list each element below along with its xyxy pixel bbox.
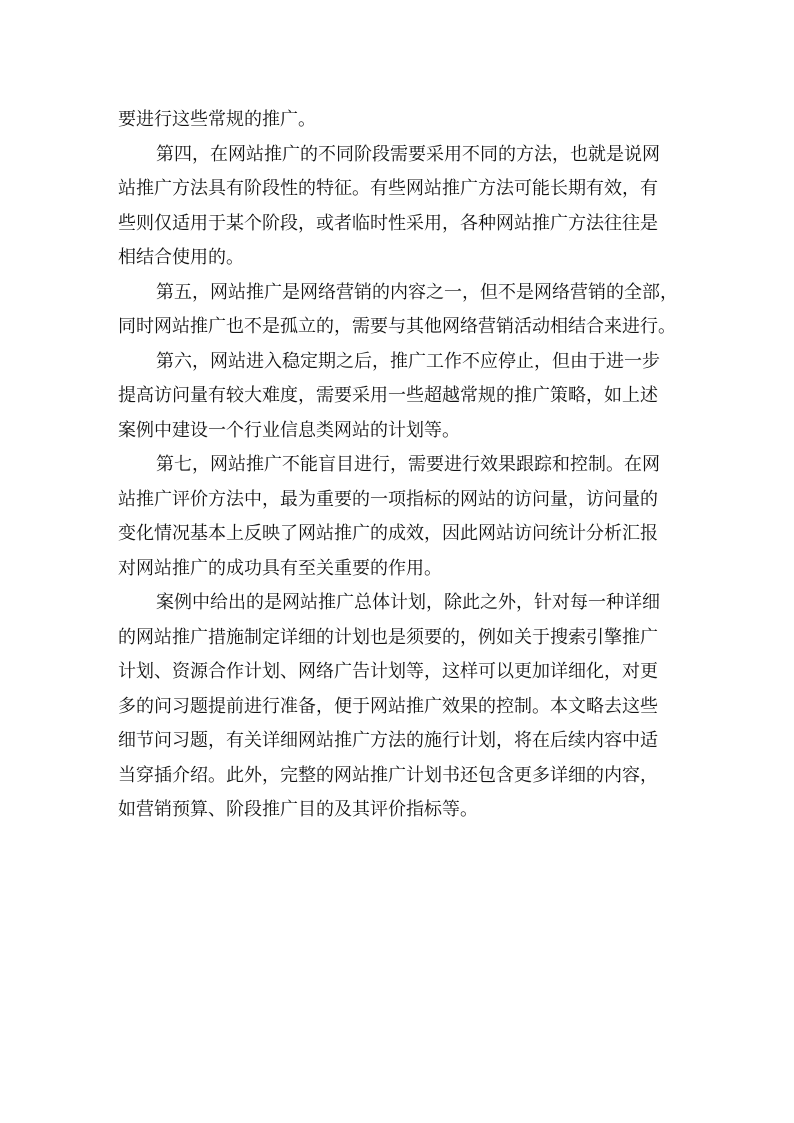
text-line: 第七，网站推广不能盲目进行，需要进行效果跟踪和控制。在网 (156, 454, 660, 475)
text-line: 站推广方法具有阶段性的特征。有些网站推广方法可能长期有效，有 (118, 178, 658, 199)
paragraph-3 (118, 276, 678, 345)
paragraph-1 (118, 103, 678, 138)
text-line: 当穿插介绍。此外，完整的网站推广计划书还包含更多详细的内容， (118, 764, 658, 786)
text-line: 变化情况基本上反映了网站推广的成效，因此网站访问统计分析汇报 (118, 523, 658, 544)
text-line: 同时网站推广也不是孤立的，需要与其他网络营销活动相结合来进行。 (118, 316, 676, 337)
text-line: 案例中给出的是网站推广总体计划，除此之外，针对每一种详细 (156, 592, 660, 613)
text-line: 多的问习题提前进行准备，便于网站推广效果的控制。本文略去这些 (118, 695, 658, 717)
text-line: 第六，网站进入稳定期之后，推广工作不应停止，但由于进一步 (156, 350, 660, 372)
text-line: 对网站推广的成功具有至关重要的作用。 (118, 557, 442, 579)
body-text (118, 103, 678, 828)
text-line: 相结合使用的。 (118, 247, 244, 268)
text-line: 要进行这些常规的推广。 (118, 109, 316, 130)
paragraph-6 (118, 586, 678, 828)
text-line: 站推广评价方法中，最为重要的一项指标的网站的访问量，访问量的 (118, 488, 658, 510)
text-line: 案例中建设一个行业信息类网站的计划等。 (118, 419, 460, 441)
text-line: 计划、资源合作计划、网络广告计划等，这样可以更加详细化，对更 (118, 661, 658, 682)
paragraph-4 (118, 345, 678, 449)
paragraph-5 (118, 448, 678, 586)
text-line: 提高访问量有较大难度，需要采用一些超越常规的推广策略，如上述 (118, 385, 658, 406)
paragraph-2 (118, 138, 678, 276)
text-line: 些则仅适用于某个阶段，或者临时性采用，各种网站推广方法往往是 (118, 212, 658, 234)
text-line: 如营销预算、阶段推广目的及其评价指标等。 (118, 799, 478, 820)
text-line: 第四，在网站推广的不同阶段需要采用不同的方法，也就是说网 (156, 143, 660, 165)
text-line: 第五，网站推广是网络营销的内容之一，但不是网络营销的全部， (156, 281, 678, 303)
text-line: 细节问习题，有关详细网站推广方法的施行计划，将在后续内容中适 (118, 730, 658, 751)
text-line: 的网站推广措施制定详细的计划也是须要的，例如关于搜索引擎推广 (118, 626, 658, 648)
